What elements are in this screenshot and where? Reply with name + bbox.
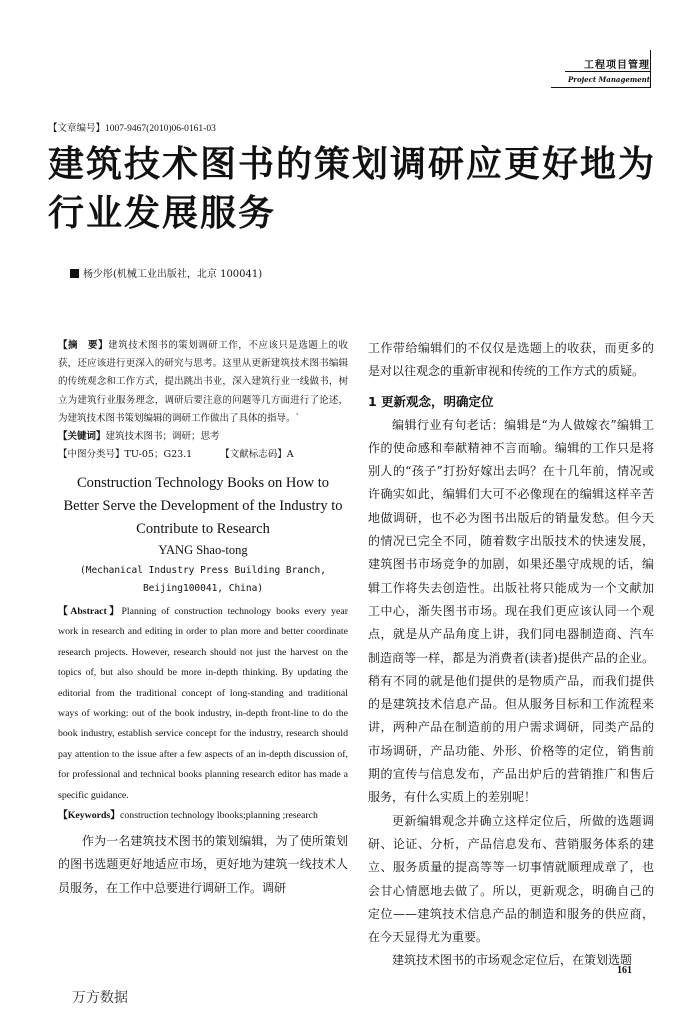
document-code: 【文献标志码】A: [220, 449, 294, 461]
english-keywords: [58, 806, 348, 826]
header-vertical-rule: [650, 50, 651, 88]
watermark: 万方数据: [72, 990, 128, 1006]
keywords-text: 建筑技术图书；调研；思考: [105, 431, 220, 443]
chinese-abstract: [58, 337, 348, 428]
english-title-line: Better Serve the Development of the Industry to: [63, 498, 343, 515]
classification-line: [58, 446, 348, 464]
keywords-cn: [58, 428, 348, 446]
author-line: [70, 265, 262, 280]
header-underline: [565, 71, 651, 72]
body-paragraph: 建筑技术图书的市场观念定位后，在策划选题: [392, 953, 633, 968]
journal-section-header: 工程项目管理: [584, 60, 650, 71]
english-institution: [58, 562, 348, 598]
english-author: YANG Shao-tong: [158, 543, 248, 558]
article-number: 【文章编号】1007-9467(2010)06-0161-03: [48, 124, 216, 134]
section-heading: 1 更新观念，明确定位: [368, 393, 494, 409]
keywords-label: 【关键词】: [58, 431, 106, 443]
page-number: 161: [617, 965, 632, 976]
abstract-text: 建筑技术图书的策划调研工作，不应该只是选题上的收获，还应该进行更深入的研究与思考。这里从更新建筑技术图书编辑的传统观念和工作方式，提出跳出书业，深入建筑行业一线做书，树立为建筑行业服务理念，调研后要注意的问题等几方面进行了论述，为建筑技术图书策划编辑的调研工作做出了具体的指导。`: [58, 340, 348, 424]
body-paragraph: 编辑行业有句老话：编辑是“为人做嫁衣”编辑工作的使命感和奉献精神不言而喻。编辑的工作只是将别人的“孩子”打扮好嫁出去吗？在十几年前，情况或许确实如此，编辑们大可不必像现在的编辑这样辛苦地做调研，也不必为图书出版后的销量发愁。但今天的情况已完全不同，随着数字出版技术的快速发展，建筑图书市场竞争的加剧，如果还墨守成规的话，编辑工作将失去创造性。出版社将只能成为一个文献加工中心，渐失图书市场。现在我们更应该认同一个观点，就是从产品角度上讲，我们同电器制造商、汽车制造商等一样，都是为消费者(读者)提供产品的企业。稍有不同的就是他们提供的是物质产品，而我们提供的是建筑技术信息产品。但从服务目标和工作流程来讲，两种产品在制造前的用户需求调研，同类产品的市场调研，产品功能、外形、价格等的定位，销售前期的宣传与信息发布，产品出炉后的营销推广和售后服务，有什么实质上的差别呢！: [368, 417, 654, 805]
journal-section-header-en: Project Management: [568, 75, 650, 84]
author-affiliation: 杨少彤(机械工业出版社，北京 100041): [83, 269, 263, 280]
left-column: [58, 337, 348, 900]
body-paragraph: 更新编辑观念并确立这样定位后，所做的选题调研、论证、分析，产品信息发布、营销服务体系的建立、服务质量的提高等等一切事情就顺理成章了，也会甘心情愿地去做了。所以，更新观念，明确自己的定位——建筑技术信息产品的制造和服务的供应商，在今天显得尤为重要。: [368, 813, 654, 945]
body-paragraph: 工作带给编辑们的不仅仅是选题上的收获，而更多的是对以往观念的重新审视和传统的工作方式的质疑。: [368, 341, 654, 379]
institution-line: (Mechanical Industry Press Building Branch,: [80, 565, 326, 577]
english-keywords-label: 【Keywords】: [58, 810, 121, 822]
english-abstract: [58, 602, 348, 806]
article-title: 建筑技术图书的策划调研应更好地为行业发展服务: [48, 144, 657, 234]
abstract-label: 【摘 要】: [58, 340, 109, 351]
english-title-line: Construction Technology Books on How to: [76, 475, 330, 492]
english-title: [58, 472, 348, 541]
clc-number: 【中图分类号】TU-05；G23.1: [58, 449, 193, 461]
english-abstract-text: Planning of construction technology books every year work in research and editing in order to plan more and better coordinate research projects. However, research should not just the harvest on the topics of, but also should be more in-depth thinking. By updating the editorial from the traditional concept of long-standing and traditional ways of working: out of the book industry, in-depth front-line to do the book industry, establish service concept for the industry, research should pay attention to the issue after a few aspects of an in-depth discussion of, for professional and technical books planning research editor has made a specific guidance.: [58, 606, 348, 801]
english-keywords-text: construction technology lbooks;planning ;research: [120, 810, 318, 822]
square-bullet-icon: [70, 269, 79, 278]
header-rule: [551, 87, 651, 88]
body-paragraph: 作为一名建筑技术图书的策划编辑，为了使所策划的图书选题更好地适应市场，更好地为建筑一线技术人员服务，在工作中总要进行调研工作。调研: [58, 834, 348, 895]
right-column: [368, 337, 654, 973]
institution-line: Beijing100041, China): [142, 583, 264, 595]
english-abstract-label: 【Abstract】: [58, 606, 122, 618]
english-title-line: Contribute to Research: [136, 521, 270, 538]
